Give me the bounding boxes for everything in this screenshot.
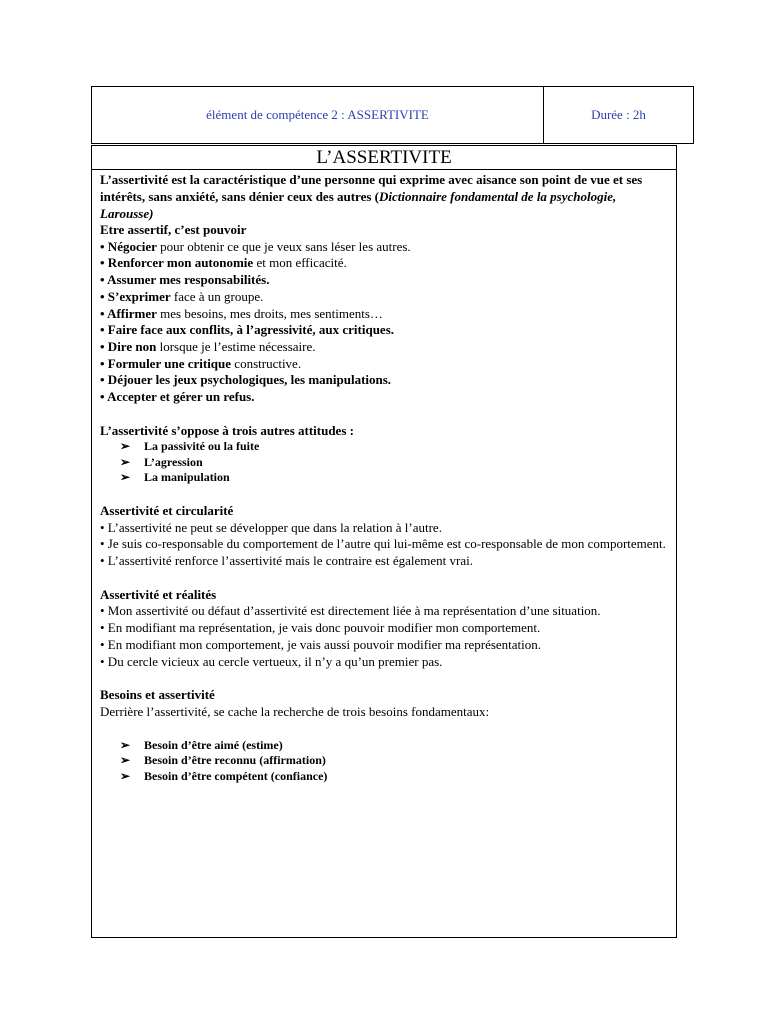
pouvoir-item-rest: et mon efficacité. bbox=[253, 255, 347, 271]
pouvoir-item bbox=[100, 306, 668, 323]
pouvoir-item bbox=[100, 356, 668, 373]
circularite-item: • L’assertivité ne peut se développer que dans la relation à l’autre. bbox=[100, 519, 442, 535]
arrow-bullet-icon: ➢ bbox=[120, 470, 131, 485]
circularite-item: • L’assertivité renforce l’assertivité mais le contraire est également vrai. bbox=[100, 553, 473, 569]
realites-item: • Du cercle vicieux au cercle vertueux, il n’y a qu’un premier pas. bbox=[100, 653, 443, 669]
realites-item: • Mon assertivité ou défaut d’assertivité est directement liée à ma représentation d’une situation. bbox=[100, 603, 601, 619]
realites-list bbox=[100, 603, 668, 670]
arrow-bullet-icon: ➢ bbox=[120, 454, 131, 469]
list-item bbox=[100, 769, 668, 785]
content-box bbox=[91, 145, 677, 938]
pouvoir-item bbox=[100, 389, 668, 406]
pouvoir-item bbox=[100, 339, 668, 356]
circularite-list bbox=[100, 520, 668, 570]
page-title: L’ASSERTIVITE bbox=[316, 146, 452, 168]
oppose-heading: L’assertivité s’oppose à trois autres attitudes : bbox=[100, 422, 354, 438]
list-item-text: La manipulation bbox=[144, 470, 230, 485]
duration-label: Durée : 2h bbox=[591, 107, 646, 122]
pouvoir-item bbox=[100, 272, 668, 289]
pouvoir-list bbox=[100, 239, 668, 406]
list-item bbox=[100, 753, 668, 769]
intro-source: Dictionnaire fondamental de la psychologie, Larousse) bbox=[100, 189, 617, 221]
pouvoir-item bbox=[100, 239, 668, 256]
list-item-text: Besoin d’être compétent (confiance) bbox=[144, 768, 328, 783]
list-item bbox=[100, 455, 668, 471]
document-body bbox=[92, 170, 676, 784]
realites-item: • En modifiant ma représentation, je vais donc pouvoir modifier mon comportement. bbox=[100, 620, 541, 636]
circularite-heading: Assertivité et circularité bbox=[100, 502, 234, 518]
realites-heading: Assertivité et réalités bbox=[100, 586, 217, 602]
intro-paragraph bbox=[100, 171, 668, 222]
besoins-heading: Besoins et assertivité bbox=[100, 687, 215, 703]
pouvoir-item-bold: • Renforcer mon autonomie bbox=[100, 255, 254, 271]
pouvoir-item-rest: mes besoins, mes droits, mes sentiments… bbox=[156, 305, 383, 321]
arrow-bullet-icon: ➢ bbox=[120, 753, 131, 768]
arrow-bullet-icon: ➢ bbox=[120, 737, 131, 752]
pouvoir-item bbox=[100, 322, 668, 339]
pouvoir-item-rest: pour obtenir ce que je veux sans léser les autres. bbox=[156, 238, 411, 254]
list-item-text: L’agression bbox=[144, 454, 203, 469]
pouvoir-item-bold: • Négocier bbox=[100, 238, 157, 254]
pouvoir-item-bold: • Déjouer les jeux psychologiques, les manipulations. bbox=[100, 372, 392, 388]
list-item-text: La passivité ou la fuite bbox=[144, 439, 260, 454]
arrow-bullet-icon: ➢ bbox=[120, 439, 131, 454]
arrow-bullet-icon: ➢ bbox=[120, 768, 131, 783]
pouvoir-item-bold: • Dire non bbox=[100, 338, 157, 354]
header-table bbox=[91, 86, 694, 144]
pouvoir-item bbox=[100, 372, 668, 389]
circularite-item: • Je suis co-responsable du comportement de l’autre qui lui-même est co-responsable de mon comportement. bbox=[100, 536, 666, 552]
pouvoir-item-bold: • S’exprimer bbox=[100, 288, 171, 304]
pouvoir-item-bold: • Accepter et gérer un refus. bbox=[100, 389, 255, 405]
intro-text: L’assertivité est la caractéristique d’une personne qui exprime avec aisance son point de vue et ses intérêts, sans anxiété, sans dénier ceux des autres ( bbox=[100, 172, 643, 204]
element-label: élément de compétence 2 : ASSERTIVITE bbox=[206, 107, 429, 122]
pouvoir-item-bold: • Assumer mes responsabilités. bbox=[100, 272, 270, 288]
besoins-list bbox=[100, 738, 668, 785]
pouvoir-item bbox=[100, 255, 668, 272]
list-item-text: Besoin d’être reconnu (affirmation) bbox=[144, 753, 326, 768]
list-item bbox=[100, 738, 668, 754]
pouvoir-item-bold: • Faire face aux conflits, à l’agressivité, aux critiques. bbox=[100, 322, 394, 338]
pouvoir-item-bold: • Affirmer bbox=[100, 305, 157, 321]
page-title-row bbox=[92, 146, 676, 170]
besoins-text: Derrière l’assertivité, se cache la recherche de trois besoins fondamentaux: bbox=[100, 703, 490, 719]
list-item bbox=[100, 439, 668, 455]
pouvoir-item-rest: constructive. bbox=[231, 355, 302, 371]
pouvoir-item-bold: • Formuler une critique bbox=[100, 355, 232, 371]
oppose-list bbox=[100, 439, 668, 486]
list-item bbox=[100, 470, 668, 486]
list-item-text: Besoin d’être aimé (estime) bbox=[144, 737, 283, 752]
duration-cell bbox=[544, 87, 693, 143]
pouvoir-heading: Etre assertif, c’est pouvoir bbox=[100, 222, 247, 237]
pouvoir-item-rest: lorsque je l’estime nécessaire. bbox=[156, 338, 316, 354]
element-cell bbox=[92, 87, 544, 143]
pouvoir-item bbox=[100, 289, 668, 306]
realites-item: • En modifiant mon comportement, je vais aussi pouvoir modifier ma représentation. bbox=[100, 636, 542, 652]
pouvoir-item-rest: face à un groupe. bbox=[170, 288, 264, 304]
